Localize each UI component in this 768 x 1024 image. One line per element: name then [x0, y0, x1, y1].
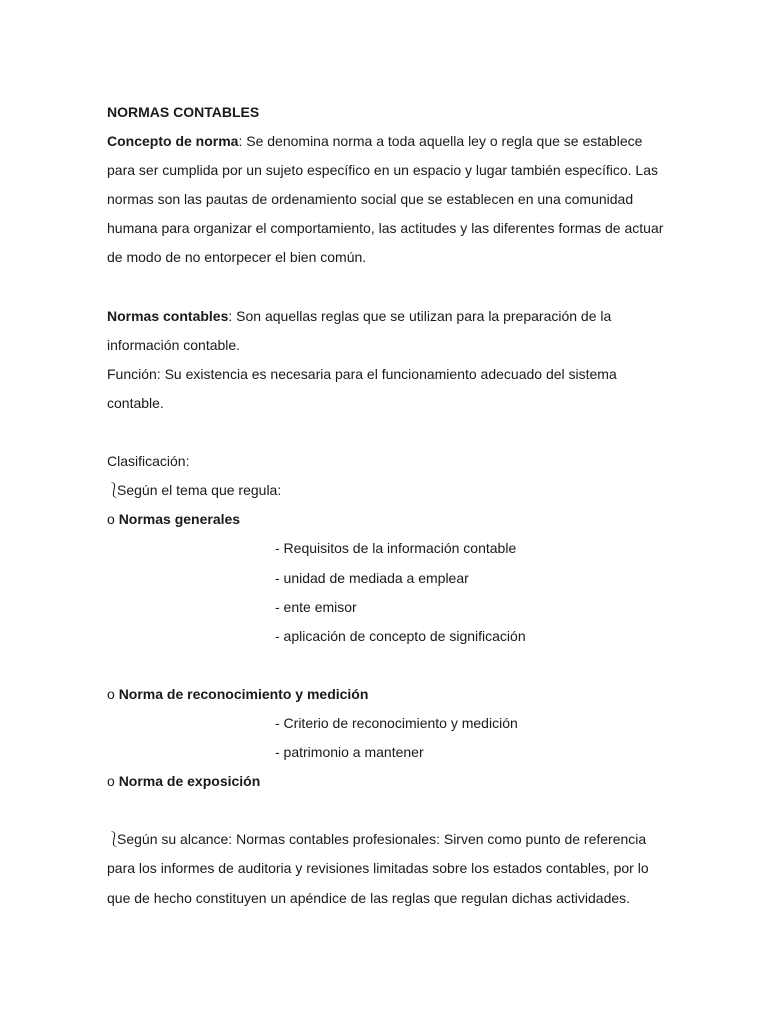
exposicion-heading: o Norma de exposición: [107, 773, 261, 790]
funcion-line-1: Función: Su existencia es necesaria para el funcionamiento adecuado del sistema: [107, 365, 617, 382]
concepto-line-4: humana para organizar el comportamiento, las actitudes y las diferentes formas de actuar: [107, 220, 664, 237]
normas-contables-label: Normas contables: [107, 307, 229, 324]
spacer: [107, 421, 667, 450]
document-title: NORMAS CONTABLES: [107, 104, 260, 120]
concepto-line-1: Concepto de norma: Se denomina norma a toda aquella ley o regla que se establece: [107, 133, 643, 150]
normas-contables-line-2: información contable.: [107, 336, 241, 353]
clasificacion-heading: Clasificación:: [107, 453, 190, 470]
funcion-line-2: contable.: [107, 394, 164, 411]
concepto-line-5: de modo de no entorpecer el bien común.: [107, 249, 367, 266]
bullet-icon: ⎱: [107, 482, 121, 499]
list-item: - Requisitos de la información contable: [275, 540, 517, 557]
spacer: [107, 654, 667, 683]
normas-generales-heading: o Normas generales: [107, 511, 241, 528]
concepto-line-2: para ser cumplida por un sujeto específico en un espacio y lugar también específico. Las: [107, 162, 658, 179]
list-marker: o: [107, 511, 115, 528]
list-marker: o: [107, 773, 115, 790]
reconocimiento-heading: o Norma de reconocimiento y medición: [107, 685, 369, 702]
list-item: - unidad de mediada a emplear: [275, 569, 469, 586]
list-marker: o: [107, 685, 115, 702]
list-item: - ente emisor: [275, 598, 357, 615]
bullet-icon: ⎱: [107, 831, 121, 848]
alcance-line-1: ⎱Según su alcance: Normas contables profesionales: Sirven como punto de referencia: [107, 828, 667, 857]
normas-contables-line-1: Normas contables: Son aquellas reglas que se utilizan para la preparación de la: [107, 307, 612, 324]
list-item: - Criterio de reconocimiento y medición: [275, 714, 518, 731]
spacer: [107, 276, 667, 305]
list-item: - aplicación de concepto de significación: [275, 627, 526, 644]
spacer: [107, 799, 667, 828]
concepto-line-3: normas son las pautas de ordenamiento social que se establecen en una comunidad: [107, 191, 634, 208]
alcance-line-3: que de hecho constituyen un apéndice de las reglas que regulan dichas actividades.: [107, 889, 631, 906]
list-item: - patrimonio a mantener: [275, 744, 424, 761]
document-body: [107, 101, 667, 916]
alcance-line-2: para los informes de auditoria y revisiones limitadas sobre los estados contables, por lo: [107, 860, 649, 877]
tema-bullet: ⎱Según el tema que regula:: [107, 479, 667, 508]
concepto-label: Concepto de norma: [107, 133, 239, 150]
